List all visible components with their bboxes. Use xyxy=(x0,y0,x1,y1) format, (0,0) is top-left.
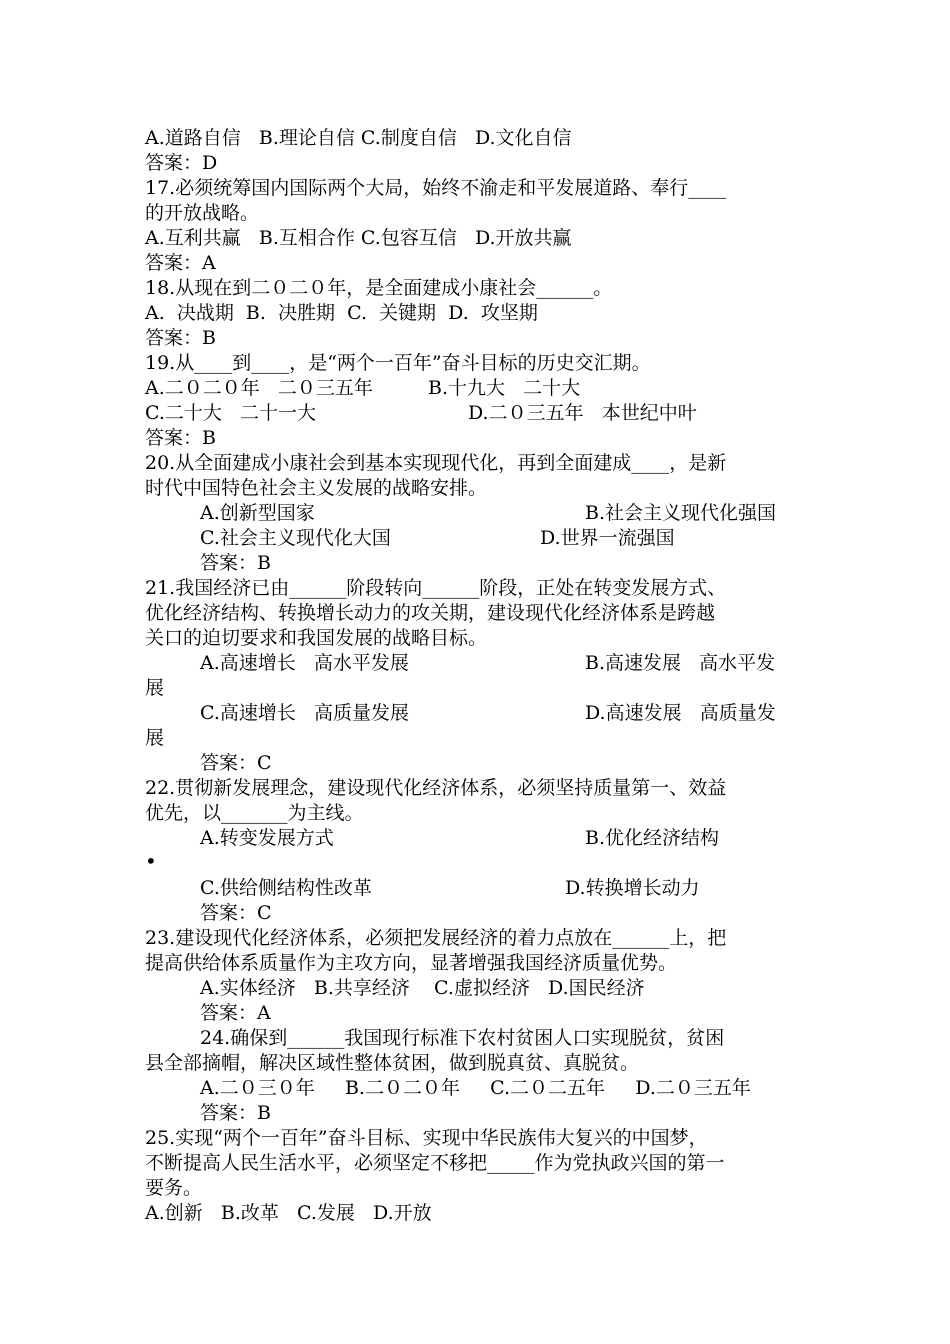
q20-answer: 答案：B xyxy=(200,552,271,574)
q22-option-c: C.供给侧结构性改革 xyxy=(200,877,372,899)
q22-option-d: D.转换增长动力 xyxy=(565,877,700,899)
q17-options: A.互利共赢 B.互相合作 C.包容互信 D.开放共赢 xyxy=(145,227,572,249)
bullet-mark: • xyxy=(145,849,157,873)
q20-option-a: A.创新型国家 xyxy=(200,502,315,524)
q22-option-a: A.转变发展方式 xyxy=(200,827,334,849)
q21-option-b: B.高速发展 高水平发 xyxy=(585,652,776,674)
q20-option-c: C.社会主义现代化大国 xyxy=(200,527,391,549)
q24-stem-line2: 县全部摘帽，解决区域性整体贫困，做到脱真贫、真脱贫。 xyxy=(145,1052,640,1074)
q19-answer: 答案：B xyxy=(145,427,216,449)
q17-stem-line2: 的开放战略。 xyxy=(145,202,260,224)
q18-stem: 18.从现在到二０二０年，是全面建成小康社会______。 xyxy=(145,277,613,299)
q25-options: A.创新 B.改革 C.发展 D.开放 xyxy=(145,1202,432,1224)
q21-option-a: A.高速增长 高水平发展 xyxy=(200,652,409,674)
q25-stem-line2: 不断提高人民生活水平，必须坚定不移把_____作为党执政兴国的第一 xyxy=(145,1152,725,1174)
q22-answer: 答案：C xyxy=(200,902,272,924)
q16-options: A.道路自信 B.理论自信 C.制度自信 D.文化自信 xyxy=(145,127,572,149)
q19-stem: 19.从____到____，是“两个一百年”奋斗目标的历史交汇期。 xyxy=(145,352,651,374)
q18-answer: 答案：B xyxy=(145,327,216,349)
q21-stem-line2: 优化经济结构、转换增长动力的攻关期，建设现代化经济体系是跨越 xyxy=(145,602,716,624)
q20-stem-line2: 时代中国特色社会主义发展的战略安排。 xyxy=(145,477,488,499)
q23-stem-line2: 提高供给体系质量作为主攻方向，显著增强我国经济质量优势。 xyxy=(145,952,678,974)
q22-option-b: B.优化经济结构 xyxy=(585,827,720,849)
q16-answer: 答案：D xyxy=(145,152,218,174)
q21-option-d: D.高速发展 高质量发 xyxy=(585,702,776,724)
q20-option-d: D.世界一流强国 xyxy=(540,527,675,549)
q18-options: A. 决战期 B. 决胜期 C. 关键期 D. 攻坚期 xyxy=(145,302,538,324)
q19-option-c: C.二十大 二十一大 xyxy=(145,402,317,424)
q25-stem-line3: 要务。 xyxy=(145,1177,203,1199)
q24-options: A.二０三０年 B.二０二０年 C.二０二五年 D.二０三五年 xyxy=(200,1077,751,1099)
q20-option-b: B.社会主义现代化强国 xyxy=(585,502,777,524)
q17-answer: 答案：A xyxy=(145,252,216,274)
q21-stem-line1: 21.我国经济已由______阶段转向______阶段，正处在转变发展方式、 xyxy=(145,577,727,599)
q23-stem-line1: 23.建设现代化经济体系，必须把发展经济的着力点放在______上，把 xyxy=(145,927,727,949)
q19-option-d: D.二０三五年 本世纪中叶 xyxy=(468,402,697,424)
q17-stem-line1: 17.必须统筹国内国际两个大局，始终不渝走和平发展道路、奉行____ xyxy=(145,177,727,199)
q24-stem-line1: 24.确保到______我国现行标准下农村贫困人口实现脱贫，贫困 xyxy=(200,1027,725,1049)
q23-answer: 答案：A xyxy=(200,1002,271,1024)
q21-option-b-wrap: 展 xyxy=(145,677,165,699)
q19-option-b: B.十九大 二十大 xyxy=(428,377,581,399)
q22-stem-line2: 优先，以_______为主线。 xyxy=(145,802,364,824)
q20-stem-line1: 20.从全面建成小康社会到基本实现现代化，再到全面建成____，是新 xyxy=(145,452,727,474)
q22-stem-line1: 22.贯彻新发展理念，建设现代化经济体系，必须坚持质量第一、效益 xyxy=(145,777,727,799)
q24-answer: 答案：B xyxy=(200,1102,271,1124)
q23-options: A.实体经济 B.共享经济 C.虚拟经济 D.国民经济 xyxy=(200,977,645,999)
q21-stem-line3: 关口的迫切要求和我国发展的战略目标。 xyxy=(145,627,488,649)
q25-stem-line1: 25.实现“两个一百年”奋斗目标、实现中华民族伟大复兴的中国梦， xyxy=(145,1127,708,1149)
q21-option-d-wrap: 展 xyxy=(145,727,165,749)
q21-answer: 答案：C xyxy=(200,752,272,774)
q19-option-a: A.二０二０年 二０三五年 xyxy=(145,377,373,399)
q21-option-c: C.高速增长 高质量发展 xyxy=(200,702,410,724)
